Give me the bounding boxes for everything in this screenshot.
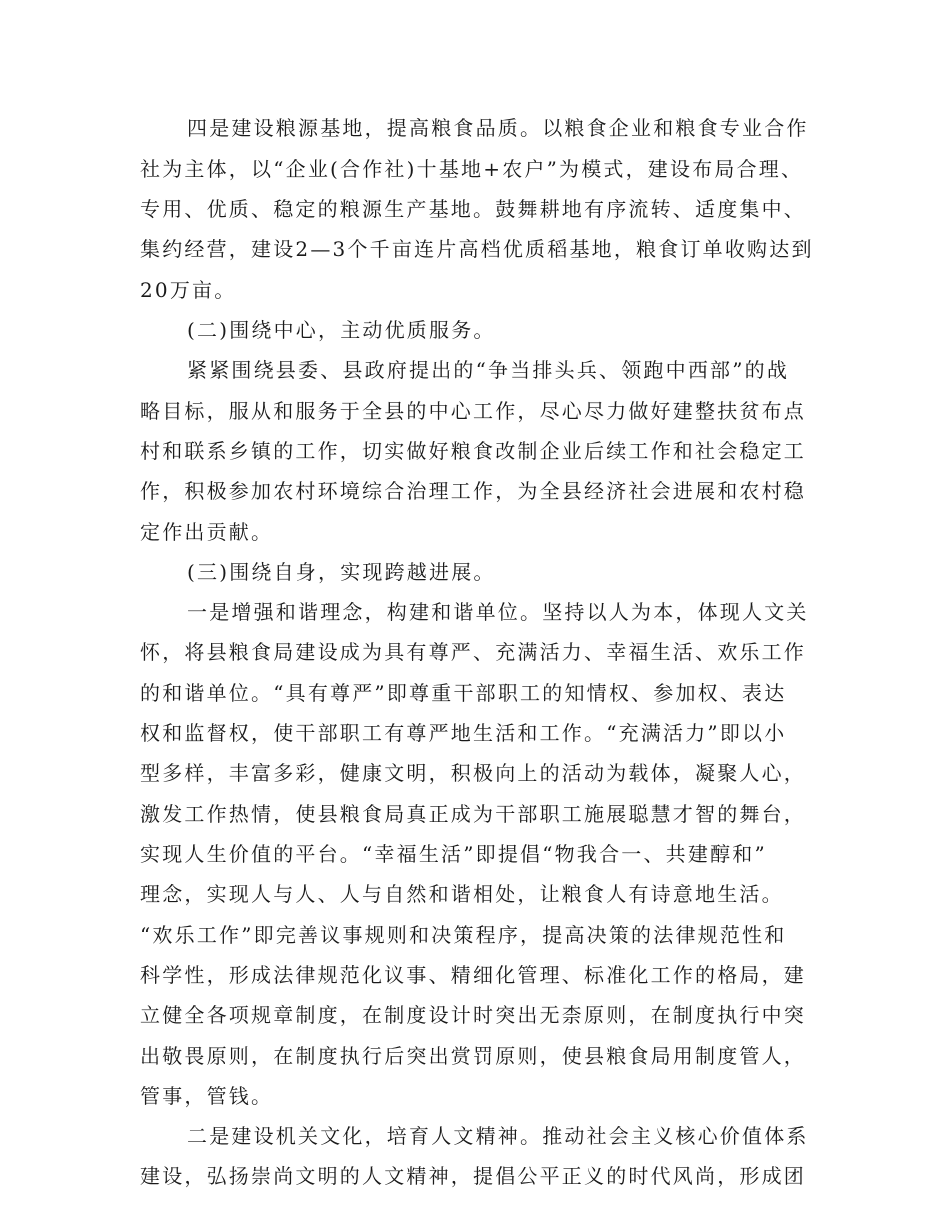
paragraph-line: 管事，管钱。	[140, 1084, 274, 1108]
paragraph-line: 科学性，形成法律规范化议事、精细化管理、标准化工作的格局，建	[140, 963, 806, 987]
paragraph-line: 紧紧围绕县委、县政府提出的“争当排头兵、领跑中西部”的战	[187, 358, 790, 382]
paragraph-line: 理念，实现人与人、人与自然和谐相处，让粮食人有诗意地生活。	[140, 882, 784, 906]
paragraph-line: 专用、优质、稳定的粮源生产基地。鼓舞耕地有序流转、适度集中、	[140, 197, 806, 221]
paragraph-line: 权和监督权，使干部职工有尊严地生活和工作。“充满活力”即以小	[140, 721, 787, 745]
paragraph-line: 建设，弘扬崇尚文明的人文精神，提倡公平正义的时代风尚，形成团	[140, 1164, 806, 1188]
paragraph-line: 怀，将县粮食局建设成为具有尊严、充满活力、幸福生活、欢乐工作	[140, 640, 806, 664]
paragraph-line: 一是增强和谐理念，构建和谐单位。坚持以人为本，体现人文关	[187, 600, 809, 624]
paragraph-line: 社为主体，以“企业(合作社)十基地+农户”为模式，建设布局合理、	[140, 157, 804, 181]
paragraph-line: 型多样，丰富多彩，健康文明，积极向上的活动为载体，凝聚人心，	[140, 761, 806, 785]
paragraph-line: “欢乐工作”即完善议事规则和决策程序，提高决策的法律规范性和	[140, 923, 787, 947]
paragraph-line: 立健全各项规章制度，在制度设计时突出无柰原则，在制度执行中突	[140, 1003, 806, 1027]
paragraph-line: 实现人生价值的平台。“幸福生活”即提倡“物我合一、共建醇和”	[140, 842, 767, 866]
paragraph-line: 四是建设粮源基地，提高粮食品质。以粮食企业和粮食专业合作	[187, 116, 809, 140]
paragraph-line: 略目标，服从和服务于全县的中心工作，尽心尽力做好建整扶贫布点	[140, 399, 806, 423]
paragraph-line: 集约经营，建设2—3个千亩连片高档优质稻基地，粮食订单收购达到	[140, 237, 814, 261]
paragraph-line: 作，积极参加农村环境综合治理工作，为全县经济社会进展和农村稳	[140, 479, 806, 503]
paragraph-line: 激发工作热情，使县粮食局真正成为干部职工施展聪慧才智的舞台，	[140, 802, 806, 826]
paragraph-line: 的和谐单位。“具有尊严”即尊重干部职工的知情权、参加权、表达	[140, 681, 787, 705]
paragraph-line: 定作出贡献。	[140, 520, 274, 544]
paragraph-line: 出敬畏原则，在制度执行后突出赏罚原则，使县粮食局用制度管人，	[140, 1044, 806, 1068]
section-heading: (二)围绕中心，主动优质服务。	[187, 318, 496, 342]
paragraph-line: 村和联系乡镇的工作，切实做好粮食改制企业后续工作和社会稳定工	[140, 439, 806, 463]
paragraph-line: 20万亩。	[140, 278, 237, 302]
section-heading: (三)围绕自身，实现跨越进展。	[187, 560, 496, 584]
paragraph-line: 二是建设机关文化，培育人文精神。推动社会主义核心价值体系	[187, 1124, 809, 1148]
